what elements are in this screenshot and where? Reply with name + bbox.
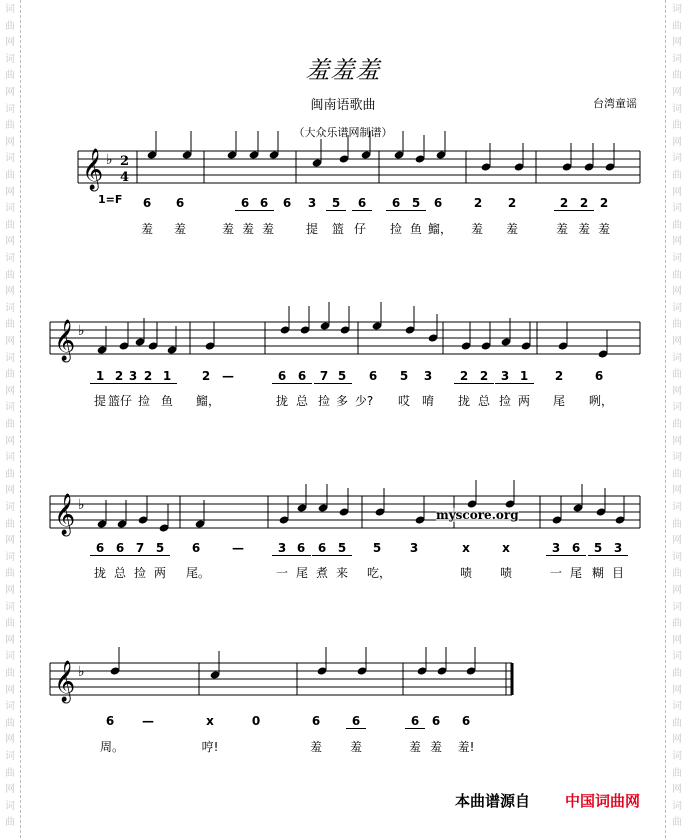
lyric-syllable: 捡 — [389, 222, 402, 236]
margin-glyph: 曲 — [672, 319, 682, 331]
lyric-syllable: 捡 — [498, 394, 511, 408]
jianpu-number: 3 — [495, 369, 515, 384]
margin-glyph: 曲 — [672, 717, 682, 729]
margin-glyph: 曲 — [672, 20, 682, 32]
jianpu-number: x — [462, 541, 470, 555]
margin-glyph: 曲 — [5, 20, 15, 32]
jianpu-number: 5 — [326, 196, 346, 211]
key-signature: 1=F — [98, 193, 123, 206]
lyric-syllable: 羞 — [261, 222, 274, 236]
lyric-syllable: 羞! — [457, 740, 475, 754]
jianpu-number: — — [142, 714, 154, 728]
jianpu-number: 6 — [291, 541, 311, 556]
lyric-syllable: 羞 — [577, 222, 590, 236]
lyric-syllable: 鰡， — [196, 394, 221, 408]
jianpu-number: 1 — [90, 369, 110, 384]
lyric-syllable: 两 — [153, 566, 166, 580]
jianpu-number: 6 — [282, 196, 292, 210]
margin-glyph: 网 — [672, 87, 682, 98]
jianpu-number: 3 — [307, 196, 317, 210]
lyric-syllable: 来 — [335, 566, 348, 580]
margin-glyph: 网 — [672, 634, 682, 646]
jianpu-number: 6 — [352, 196, 372, 211]
margin-glyph: 曲 — [5, 717, 15, 729]
lyric-syllable: 啧 — [459, 566, 472, 580]
margin-glyph: 网 — [5, 37, 15, 49]
margin-glyph: 词 — [672, 751, 682, 762]
margin-glyph: 曲 — [672, 369, 682, 381]
composer-credit: 台湾童谣 — [593, 97, 637, 110]
lyric-syllable: 啧 — [499, 566, 512, 580]
lyric-syllable: 多 — [335, 394, 348, 408]
jianpu-number: 5 — [150, 541, 170, 556]
margin-glyph: 曲 — [5, 518, 15, 530]
lyric-syllable: 周。 — [100, 740, 125, 754]
margin-glyph: 曲 — [672, 518, 682, 530]
margin-glyph: 网 — [672, 585, 682, 596]
margin-glyph: 曲 — [672, 219, 682, 231]
lyric-syllable: 羞 — [309, 740, 322, 754]
margin-glyph: 词 — [672, 153, 682, 165]
margin-glyph: 网 — [5, 535, 15, 547]
margin-glyph: 曲 — [5, 269, 15, 281]
time-sig-bottom: 4 — [120, 170, 130, 185]
margin-glyph: 曲 — [5, 468, 15, 480]
jianpu-number: 6 — [191, 541, 201, 555]
margin-glyph: 曲 — [5, 668, 15, 679]
margin-glyph: 曲 — [5, 120, 15, 132]
jianpu-number: 2 — [554, 369, 564, 383]
margin-glyph: 曲 — [5, 419, 15, 430]
lyric-syllable: 拢 — [275, 394, 288, 408]
lyric-syllable: 羞 — [555, 222, 568, 236]
jianpu-number: 2 — [474, 369, 494, 384]
lyric-syllable: 捡 — [317, 394, 330, 408]
margin-glyph: 词 — [672, 452, 682, 464]
jianpu-number: 6 — [110, 541, 130, 556]
lyric-syllable: 鱼 — [409, 222, 422, 236]
margin-glyph: 网 — [672, 236, 682, 248]
margin-glyph: 网 — [5, 236, 15, 248]
margin-glyph: 曲 — [5, 319, 15, 331]
jianpu-number: 6 — [433, 196, 443, 210]
margin-glyph: 曲 — [672, 668, 682, 679]
jianpu-number: 6 — [594, 369, 604, 383]
jianpu-number: 2 — [507, 196, 517, 210]
lyric-syllable: 捡 — [137, 394, 150, 408]
treble-clef-icon: 𝄞 — [54, 661, 76, 702]
jianpu-number: 5 — [406, 196, 426, 211]
jianpu-number: 5 — [399, 369, 409, 383]
lyric-syllable: 捡 — [133, 566, 146, 580]
margin-glyph: 词 — [5, 651, 15, 663]
margin-glyph: 网 — [672, 286, 682, 298]
margin-glyph: 词 — [5, 601, 15, 613]
jianpu-number: 2 — [454, 369, 474, 384]
jianpu-number: 2 — [599, 196, 609, 210]
margin-glyph: 词 — [672, 352, 682, 364]
margin-glyph: 网 — [5, 435, 15, 447]
margin-glyph: 词 — [5, 352, 15, 364]
margin-glyph: 曲 — [5, 70, 15, 82]
margin-glyph: 网 — [672, 385, 682, 397]
lyric-syllable: 鰡， — [428, 222, 453, 236]
lyric-syllable: 煮 — [315, 566, 328, 580]
lyric-syllable: 尾 — [295, 566, 308, 580]
lyric-syllable: 少? — [354, 394, 374, 408]
margin-glyph: 曲 — [672, 70, 682, 82]
jianpu-number: 6 — [386, 196, 406, 211]
margin-glyph: 曲 — [672, 817, 682, 829]
margin-glyph: 词 — [5, 402, 15, 414]
margin-glyph: 网 — [5, 136, 15, 148]
lyric-syllable: 拢 — [93, 566, 106, 580]
margin-glyph: 曲 — [672, 618, 682, 630]
lyric-syllable: 哼! — [201, 740, 219, 754]
lyric-syllable: 咧， — [589, 394, 614, 408]
lyric-syllable: 糊 — [591, 566, 604, 580]
jianpu-number: 3 — [608, 541, 628, 556]
lyric-syllable: 尾。 — [186, 566, 211, 580]
lyric-syllable: 尾 — [552, 394, 565, 408]
lyric-syllable: 羞 — [173, 222, 186, 236]
margin-glyph: 曲 — [672, 419, 682, 430]
margin-glyph: 词 — [5, 800, 15, 812]
jianpu-number: 5 — [332, 369, 352, 384]
jianpu-number: 6 — [405, 714, 425, 729]
lyric-syllable: 羞 — [470, 222, 483, 236]
margin-glyph: 词 — [672, 53, 682, 65]
lyric-syllable: 仔 — [353, 222, 366, 236]
margin-glyph: 词 — [672, 502, 682, 513]
lyric-syllable: 鱼 — [160, 394, 173, 408]
jianpu-number: 6 — [105, 714, 115, 728]
lyric-syllable: 一 — [275, 566, 288, 580]
margin-glyph: 网 — [672, 186, 682, 198]
jianpu-number: 7 — [314, 369, 334, 384]
lyric-syllable: 一 — [549, 566, 562, 580]
jianpu-number: 6 — [142, 196, 152, 210]
margin-glyph: 网 — [5, 784, 15, 796]
margin-glyph: 曲 — [672, 568, 682, 580]
lyric-syllable: 羞 — [241, 222, 254, 236]
margin-glyph: 词 — [672, 402, 682, 414]
lyric-syllable: 唷 — [421, 394, 434, 408]
jianpu-number: 6 — [272, 369, 292, 384]
margin-glyph: 网 — [5, 734, 15, 746]
lyric-syllable: 总 — [113, 566, 126, 580]
margin-glyph: 网 — [672, 37, 682, 49]
song-title: 羞羞羞 — [305, 56, 381, 84]
jianpu-number: 6 — [235, 196, 255, 211]
footer-site-name[interactable]: 中国词曲网 — [565, 792, 641, 810]
jianpu-number: 5 — [372, 541, 382, 555]
lyric-syllable: 羞 — [597, 222, 610, 236]
jianpu-number: 2 — [138, 369, 158, 384]
jianpu-number: 6 — [368, 369, 378, 383]
margin-glyph: 网 — [5, 385, 15, 397]
jianpu-number: 3 — [123, 369, 143, 384]
margin-glyph: 网 — [5, 634, 15, 646]
jianpu-number: 2 — [473, 196, 483, 210]
margin-glyph: 词 — [5, 203, 15, 215]
flat-icon: ♭ — [78, 323, 85, 339]
jianpu-number: 6 — [431, 714, 441, 728]
margin-glyph: 词 — [5, 502, 15, 513]
margin-glyph: 词 — [672, 253, 682, 264]
lyric-syllable: 羞 — [349, 740, 362, 754]
margin-glyph: 词 — [5, 4, 15, 15]
margin-glyph: 曲 — [5, 219, 15, 231]
lyric-syllable: 羞 — [429, 740, 442, 754]
jianpu-number: 2 — [201, 369, 211, 383]
lyric-syllable: 目 — [611, 566, 624, 580]
margin-glyph: 网 — [672, 485, 682, 497]
jianpu-number: 3 — [423, 369, 433, 383]
margin-glyph: 词 — [5, 551, 15, 563]
jianpu-number: 5 — [332, 541, 352, 556]
lyric-syllable: 羞 — [505, 222, 518, 236]
jianpu-number: 1 — [157, 369, 177, 384]
jianpu-number: 6 — [566, 541, 586, 556]
margin-glyph: 曲 — [5, 369, 15, 381]
margin-glyph: 网 — [672, 784, 682, 796]
jianpu-number: — — [222, 369, 234, 383]
jianpu-number: 3 — [272, 541, 292, 556]
lyric-syllable: 总 — [477, 394, 490, 408]
margin-glyph: 曲 — [5, 170, 15, 181]
lyric-syllable: 羞 — [408, 740, 421, 754]
lyric-syllable: 哎 — [397, 394, 410, 408]
jianpu-number: 2 — [554, 196, 574, 211]
jianpu-number: 6 — [175, 196, 185, 210]
treble-clef-icon: 𝄞 — [82, 149, 104, 190]
lyric-syllable: 提 — [93, 394, 106, 408]
score-watermark: myscore.org — [436, 508, 519, 522]
margin-glyph: 词 — [5, 302, 15, 314]
margin-glyph: 曲 — [672, 170, 682, 181]
flat-icon: ♭ — [78, 664, 85, 680]
margin-glyph: 网 — [672, 734, 682, 746]
footer-source-label: 本曲谱源自 — [455, 792, 531, 810]
margin-glyph: 曲 — [672, 468, 682, 480]
margin-glyph: 网 — [5, 585, 15, 596]
lyric-syllable: 羞 — [140, 222, 153, 236]
flat-icon: ♭ — [106, 152, 113, 168]
treble-clef-icon: 𝄞 — [54, 494, 76, 535]
treble-clef-icon: 𝄞 — [54, 320, 76, 361]
lyric-syllable: 尾 — [569, 566, 582, 580]
lyric-syllable: 吃， — [367, 566, 392, 580]
lyric-syllable: 提 — [305, 222, 318, 236]
margin-glyph: 网 — [5, 87, 15, 98]
jianpu-number: x — [502, 541, 510, 555]
jianpu-number: 1 — [514, 369, 534, 384]
margin-glyph: 词 — [672, 800, 682, 812]
margin-glyph: 网 — [672, 435, 682, 447]
margin-glyph: 网 — [672, 684, 682, 696]
lyric-syllable: 篮仔 — [108, 394, 133, 408]
margin-glyph: 曲 — [5, 618, 15, 630]
margin-glyph: 词 — [672, 103, 682, 115]
margin-glyph: 词 — [5, 153, 15, 165]
jianpu-number: 3 — [409, 541, 419, 555]
jianpu-number: — — [232, 541, 244, 555]
margin-glyph: 曲 — [672, 120, 682, 132]
margin-glyph: 词 — [5, 701, 15, 713]
margin-glyph: 词 — [5, 253, 15, 264]
lyric-syllable: 篮 — [331, 222, 344, 236]
lyric-syllable: 两 — [517, 394, 530, 408]
score-maker: （大众乐谱网制谱） — [293, 126, 393, 139]
margin-glyph: 词 — [672, 601, 682, 613]
jianpu-number: 3 — [546, 541, 566, 556]
margin-glyph: 词 — [672, 701, 682, 713]
margin-glyph: 网 — [672, 336, 682, 347]
margin-glyph: 网 — [5, 186, 15, 198]
margin-glyph: 网 — [5, 485, 15, 497]
lyric-syllable: 总 — [295, 394, 308, 408]
jianpu-number: 6 — [346, 714, 366, 729]
margin-glyph: 词 — [5, 452, 15, 464]
time-sig-top: 2 — [120, 154, 130, 169]
margin-glyph: 词 — [672, 651, 682, 663]
margin-glyph: 曲 — [672, 269, 682, 281]
jianpu-number: 5 — [588, 541, 608, 556]
jianpu-number: 2 — [109, 369, 129, 384]
jianpu-number: 6 — [254, 196, 274, 211]
margin-glyph: 词 — [672, 4, 682, 15]
margin-glyph: 曲 — [5, 767, 15, 779]
margin-glyph: 网 — [5, 336, 15, 347]
jianpu-number: x — [206, 714, 214, 728]
margin-glyph: 网 — [5, 684, 15, 696]
margin-glyph: 曲 — [672, 767, 682, 779]
lyric-syllable: 拢 — [457, 394, 470, 408]
song-subtitle: 闽南语歌曲 — [310, 98, 376, 113]
margin-glyph: 词 — [5, 53, 15, 65]
jianpu-number: 6 — [292, 369, 312, 384]
margin-glyph: 词 — [5, 103, 15, 115]
margin-glyph: 词 — [672, 302, 682, 314]
jianpu-number: 0 — [251, 714, 261, 728]
margin-glyph: 词 — [672, 551, 682, 563]
jianpu-number: 2 — [574, 196, 594, 211]
margin-glyph: 词 — [5, 751, 15, 762]
margin-glyph: 曲 — [5, 568, 15, 580]
jianpu-number: 6 — [312, 541, 332, 556]
jianpu-number: 7 — [130, 541, 150, 556]
margin-glyph: 词 — [672, 203, 682, 215]
margin-glyph: 网 — [672, 136, 682, 148]
margin-glyph: 曲 — [5, 817, 15, 829]
margin-glyph: 网 — [5, 286, 15, 298]
jianpu-number: 6 — [311, 714, 321, 728]
jianpu-number: 6 — [90, 541, 110, 556]
lyric-syllable: 羞 — [221, 222, 234, 236]
margin-glyph: 网 — [672, 535, 682, 547]
flat-icon: ♭ — [78, 497, 85, 513]
jianpu-number: 6 — [461, 714, 471, 728]
